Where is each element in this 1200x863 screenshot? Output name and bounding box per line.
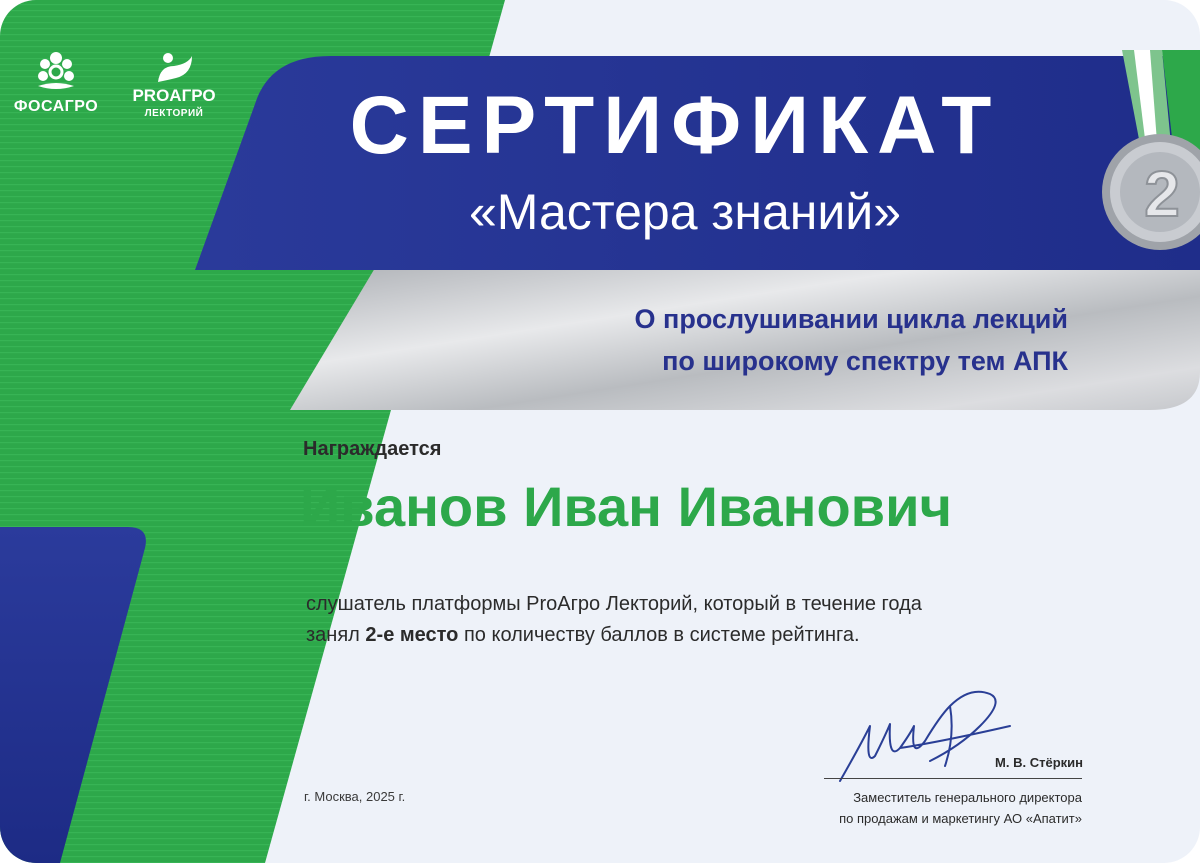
medal-number: 2 bbox=[1144, 158, 1180, 230]
certificate-title: СЕРТИФИКАТ bbox=[349, 80, 1001, 171]
proagro-leaf-icon bbox=[154, 52, 194, 84]
proagro-logo bbox=[124, 52, 224, 119]
phosagro-wordmark: ФОСАГРО bbox=[13, 98, 99, 115]
city-date: г. Москва, 2025 г. bbox=[304, 789, 406, 804]
signer-name: М. В. Стёркин bbox=[995, 755, 1083, 770]
handwritten-signature bbox=[830, 686, 1020, 796]
certificate-description bbox=[420, 298, 1068, 382]
body-line-2-suffix: по количеству баллов в системе рейтинга. bbox=[458, 624, 860, 646]
signer-title bbox=[820, 787, 1082, 829]
certificate-subtitle: «Мастера знаний» bbox=[468, 184, 902, 240]
body-line-2 bbox=[306, 620, 1066, 651]
phosagro-logo bbox=[6, 50, 106, 116]
place-highlight: 2-е место bbox=[365, 624, 459, 646]
body-line-1: слушатель платформы ProАгро Лекторий, который в течение года bbox=[306, 593, 922, 615]
proagro-subtitle: ЛЕКТОРИЙ bbox=[144, 108, 204, 119]
signer-title-line-2: по продажам и маркетингу АО «Апатит» bbox=[839, 811, 1082, 826]
body-line-2-prefix: занял bbox=[306, 624, 366, 646]
proagro-wordmark: PROАГРО bbox=[132, 86, 216, 105]
recipient-name: Иванов Иван Иванович bbox=[300, 475, 953, 538]
signature-line bbox=[824, 778, 1082, 779]
awarded-label: Награждается bbox=[303, 438, 442, 460]
signer-title-line-1: Заместитель генерального директора bbox=[853, 790, 1082, 805]
description-line-1: О прослушивании цикла лекций bbox=[634, 304, 1068, 334]
phosagro-flower-icon bbox=[34, 50, 78, 96]
award-body-text bbox=[306, 589, 1066, 651]
description-line-2: по широкому спектру тем АПК bbox=[662, 346, 1068, 376]
